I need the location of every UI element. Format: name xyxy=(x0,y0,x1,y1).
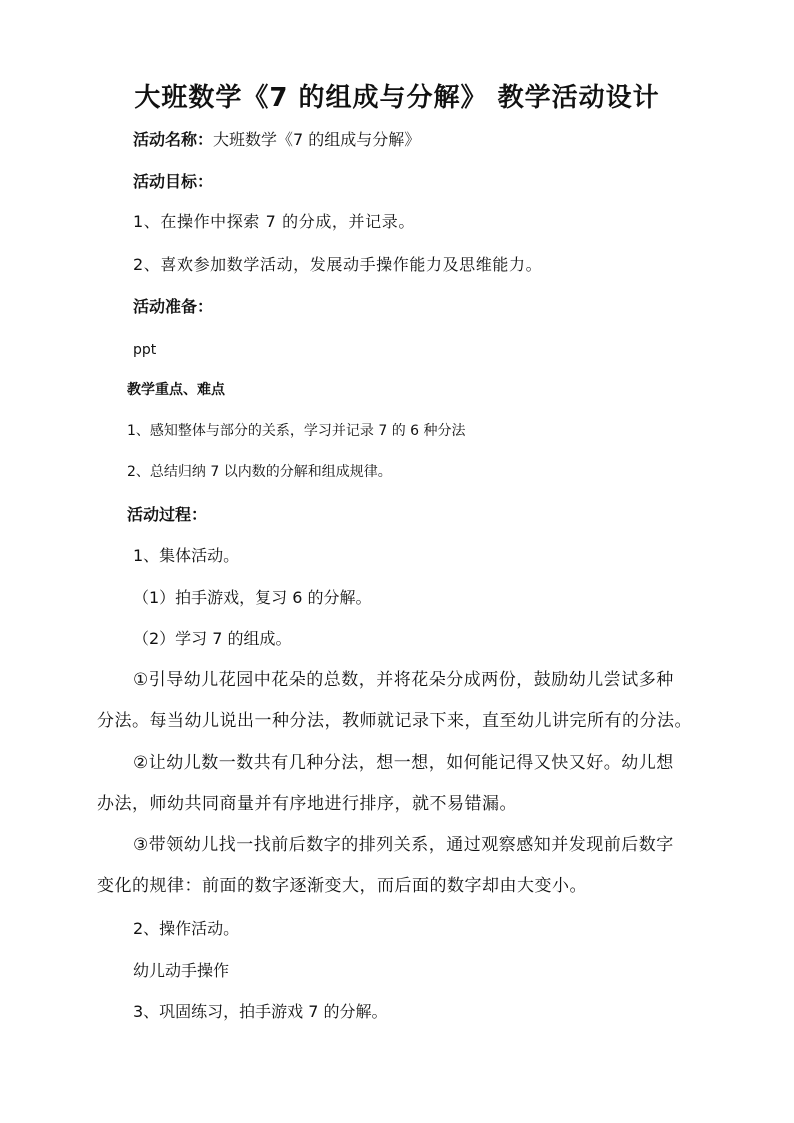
process-heading: 活动过程： xyxy=(127,505,208,524)
document-title: 大班数学《7 的组成与分解》 教学活动设计 xyxy=(134,83,660,113)
keypoint-item: 1、感知整体与部分的关系，学习并记录 7 的 6 种分法 xyxy=(127,423,466,439)
activity-name-row xyxy=(133,130,420,150)
goals-heading: 活动目标： xyxy=(133,172,214,191)
prep-value: ppt xyxy=(133,342,157,358)
prep-heading: 活动准备： xyxy=(133,297,214,316)
paragraph-3-line-2: 变化的规律：前面的数字逐渐变大，而后面的数字却由大变小。 xyxy=(97,876,587,896)
process-step-1: 1、集体活动。 xyxy=(133,546,240,565)
process-step-3: 3、巩固练习，拍手游戏 7 的分解。 xyxy=(133,1002,388,1021)
goal-item: 1、在操作中探索 7 的分成，并记录。 xyxy=(133,212,415,231)
paragraph-1-line-1: ①引导幼儿花园中花朵的总数，并将花朵分成两份，鼓励幼儿尝试多种 xyxy=(133,670,674,690)
process-step-2: 2、操作活动。 xyxy=(133,919,240,938)
paragraph-3-line-1: ③带领幼儿找一找前后数字的排列关系，通过观察感知并发现前后数字 xyxy=(133,835,674,855)
activity-name-label: 活动名称： xyxy=(133,130,214,149)
paragraph-2-line-1: ②让幼儿数一数共有几种分法，想一想，如何能记得又快又好。幼儿想 xyxy=(133,753,674,773)
process-substep-2: （2）学习 7 的组成。 xyxy=(133,629,292,648)
keypoints-heading: 教学重点、难点 xyxy=(127,382,225,398)
activity-name-value: 大班数学《7 的组成与分解》 xyxy=(213,130,421,149)
paragraph-2-line-2: 办法，师幼共同商量并有序地进行排序，就不易错漏。 xyxy=(97,794,517,814)
paragraph-1-line-2: 分法。每当幼儿说出一种分法，教师就记录下来，直至幼儿讲完所有的分法。 xyxy=(97,711,692,731)
process-step-2-detail: 幼儿动手操作 xyxy=(133,961,230,980)
goal-item: 2、喜欢参加数学活动，发展动手操作能力及思维能力。 xyxy=(133,255,543,274)
process-substep-1: （1）拍手游戏，复习 6 的分解。 xyxy=(133,588,372,607)
keypoint-item: 2、总结归纳 7 以内数的分解和组成规律。 xyxy=(127,464,392,480)
